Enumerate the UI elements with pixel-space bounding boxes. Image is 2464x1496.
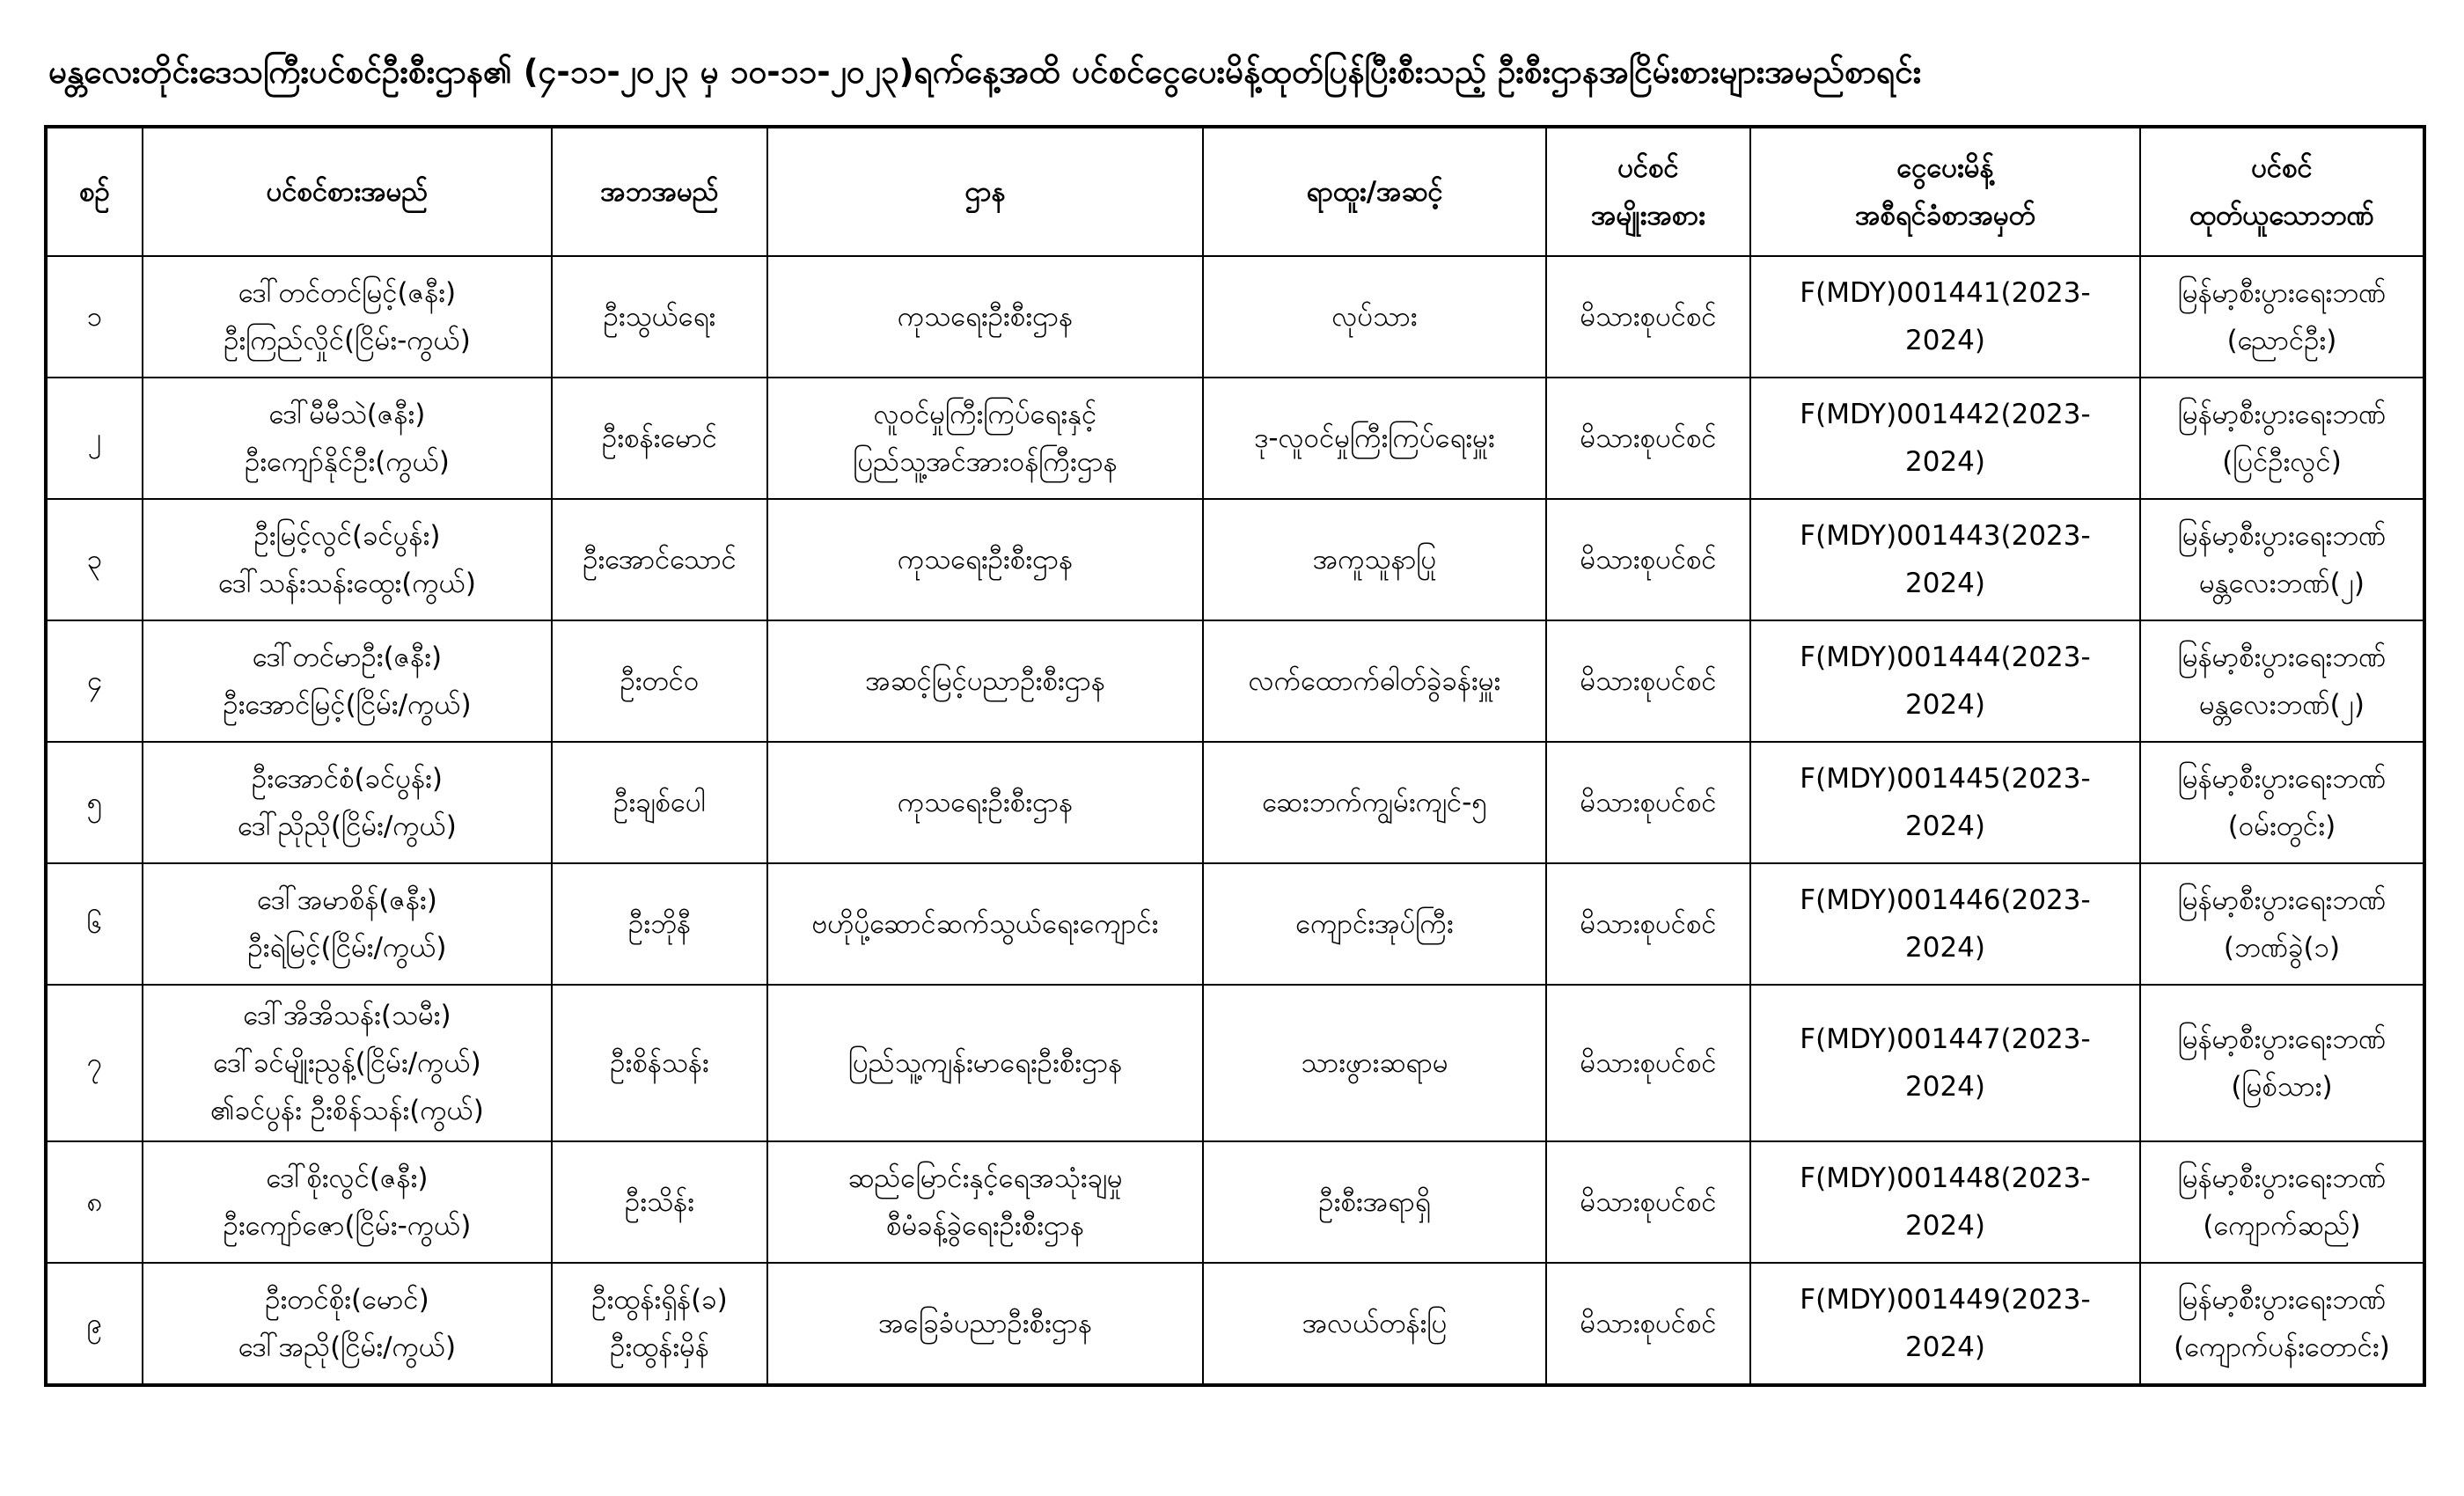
bank-line: မန္တလေးဘဏ်(၂) <box>2199 689 2365 721</box>
order-no-cell: F(MDY)001443(2023-2024) <box>1750 499 2140 620</box>
header-line: ထုတ်ယူသောဘဏ် <box>2189 200 2374 231</box>
name-line: ဦးကျော်ဇော(ငြိမ်း-ကွယ်) <box>223 1210 472 1242</box>
serial-no-cell: ၃ <box>46 499 143 620</box>
bank-line: မြန်မာ့စီးပွားရေးဘဏ် <box>2177 1284 2387 1316</box>
pensioner-name-cell <box>143 620 552 742</box>
position-line: ကျောင်းအုပ်ကြီး <box>1295 908 1454 940</box>
position-cell <box>1203 863 1546 985</box>
order-no-cell: F(MDY)001441(2023-2024) <box>1750 256 2140 378</box>
header-line: ငွေပေးမိန့် <box>1896 152 1994 184</box>
name-line: ဦးအောင်မြင့်(ငြိမ်း/ကွယ်) <box>223 689 472 721</box>
pension-type-cell: မိသားစုပင်စင် <box>1546 742 1750 863</box>
department-cell <box>767 1141 1203 1263</box>
header-pensioner-name <box>143 127 552 256</box>
name-line: ဒေါ်သန်းသန်းထွေး(ကွယ်) <box>218 568 476 599</box>
pension-type-cell: မိသားစုပင်စင် <box>1546 1141 1750 1263</box>
bank-cell <box>2140 378 2424 499</box>
bank-line: မြန်မာ့စီးပွားရေးဘဏ် <box>2177 763 2387 795</box>
position-line: လုပ်သား <box>1331 301 1418 333</box>
position-cell <box>1203 1263 1546 1385</box>
department-cell <box>767 499 1203 620</box>
father-line: ဦးထွန်းမှိန် <box>610 1331 709 1363</box>
name-line: ဒေါ်စိုးလွင်(ဇနီး) <box>266 1162 429 1194</box>
header-line: ပင်စင် <box>2251 152 2313 184</box>
order-no-cell: F(MDY)001447(2023-2024) <box>1750 985 2140 1141</box>
department-line: ပြည်သူ့ကျန်းမာရေးဦးစီးဌာန <box>847 1047 1123 1079</box>
bank-line: (ကျောက်ပန်းတောင်း) <box>2174 1331 2390 1363</box>
name-line: ဦးကြည်လှိုင်(ငြိမ်း-ကွယ်) <box>224 325 471 356</box>
bank-line: မြန်မာ့စီးပွားရေးဘဏ် <box>2177 1162 2387 1194</box>
order-no-cell: F(MDY)001444(2023-2024) <box>1750 620 2140 742</box>
bank-line: မြန်မာ့စီးပွားရေးဘဏ် <box>2177 642 2387 673</box>
name-line: ဦးမြင့်လွင်(ခင်ပွန်း) <box>253 520 441 552</box>
position-line: ဒု-လူဝင်မှုကြီးကြပ်ရေးမှူး <box>1254 422 1495 454</box>
table-header-row <box>46 127 2424 256</box>
name-line: ဦးအောင်စံ(ခင်ပွန်း) <box>252 763 443 795</box>
position-line: လက်ထောက်ဓါတ်ခွဲခန်းမှူး <box>1248 665 1501 697</box>
pensioner-name-cell <box>143 985 552 1141</box>
position-line: အကူသူနာပြု <box>1312 544 1437 576</box>
father-line: ဦးစန်းမောင် <box>602 422 717 454</box>
header-line: ပင်စင်စားအမည် <box>266 176 429 208</box>
father-name-cell <box>552 742 767 863</box>
position-cell <box>1203 620 1546 742</box>
bank-line: (မြစ်သား) <box>2231 1071 2333 1103</box>
pension-type-cell: မိသားစုပင်စင် <box>1546 863 1750 985</box>
header-line: ရာထူး/အဆင့် <box>1306 176 1443 208</box>
name-line: ဦးကျော်နိုင်ဦး(ကွယ်) <box>245 446 450 478</box>
serial-no-cell: ၇ <box>46 985 143 1141</box>
father-name-cell <box>552 499 767 620</box>
position-line: သားဖွားဆရာမ <box>1301 1047 1448 1079</box>
bank-line: (ဝမ်းတွင်း) <box>2227 810 2336 842</box>
father-name-cell <box>552 1141 767 1263</box>
name-line: ဒေါ်မီမီသဲ(ဇနီး) <box>268 399 426 430</box>
department-cell <box>767 1263 1203 1385</box>
pension-type-cell: မိသားစုပင်စင် <box>1546 1263 1750 1385</box>
bank-line: (ညောင်ဦး) <box>2226 325 2337 356</box>
bank-cell <box>2140 863 2424 985</box>
bank-line: (ဘဏ်ခွဲ(၁) <box>2223 932 2341 964</box>
bank-cell <box>2140 499 2424 620</box>
order-no-cell: F(MDY)001448(2023-2024) <box>1750 1141 2140 1263</box>
bank-line: မြန်မာ့စီးပွားရေးဘဏ် <box>2177 884 2387 916</box>
department-cell <box>767 742 1203 863</box>
pensioner-table <box>44 125 2426 1387</box>
header-order-no <box>1750 127 2140 256</box>
father-name-cell <box>552 256 767 378</box>
table-row <box>46 378 2424 499</box>
department-line: အဆင့်မြင့်ပညာဦးစီးဌာန <box>865 665 1105 697</box>
department-cell <box>767 620 1203 742</box>
department-line: ကုသရေးဦးစီးဌာန <box>897 301 1074 333</box>
position-cell <box>1203 985 1546 1141</box>
father-line: ဦးစိန်သန်း <box>610 1047 709 1079</box>
serial-no-cell: ၄ <box>46 620 143 742</box>
department-cell <box>767 256 1203 378</box>
header-line: အဘအမည် <box>600 176 719 208</box>
department-line: ကုသရေးဦးစီးဌာန <box>897 787 1074 818</box>
position-cell <box>1203 499 1546 620</box>
header-position <box>1203 127 1546 256</box>
pensioner-name-cell <box>143 863 552 985</box>
pensioner-name-cell <box>143 499 552 620</box>
bank-line: မန္တလေးဘဏ်(၂) <box>2199 568 2365 599</box>
pensioner-name-cell <box>143 742 552 863</box>
table-row <box>46 863 2424 985</box>
order-no-cell: F(MDY)001446(2023-2024) <box>1750 863 2140 985</box>
pension-type-cell: မိသားစုပင်စင် <box>1546 620 1750 742</box>
serial-no-cell: ၁ <box>46 256 143 378</box>
bank-cell <box>2140 985 2424 1141</box>
pensioner-name-cell <box>143 378 552 499</box>
page-title: မန္တလေးတိုင်းဒေသကြီးပင်စင်ဦးစီးဌာန၏ (၄-၁၁-၂၀၂၃ မှ ၁၀-၁၁-၂၀၂၃)ရက်နေ့အထိ ပင်စင်ငွေပေးမိန့်ထုတ်ပြန်ပြီးစီးသည့် ဦးစီးဌာနအငြိမ်းစားများအမည်စာရင်း <box>48 53 1922 91</box>
name-line: ဒေါ်အိအိသန်း(သမီး) <box>243 1000 451 1031</box>
pensioner-name-cell <box>143 256 552 378</box>
position-cell <box>1203 742 1546 863</box>
position-line: ဆေးဘက်ကျွမ်းကျင်-၅ <box>1262 787 1487 818</box>
father-name-cell <box>552 863 767 985</box>
department-line: အခြေခံပညာဦးစီးဌာန <box>878 1308 1092 1339</box>
order-no-cell: F(MDY)001445(2023-2024) <box>1750 742 2140 863</box>
order-no-cell: F(MDY)001449(2023-2024) <box>1750 1263 2140 1385</box>
bank-line: မြန်မာ့စီးပွားရေးဘဏ် <box>2177 520 2387 552</box>
serial-no-cell: ၈ <box>46 1141 143 1263</box>
department-line: ကုသရေးဦးစီးဌာန <box>897 544 1074 576</box>
department-cell <box>767 378 1203 499</box>
header-bank <box>2140 127 2424 256</box>
father-line: ဦးဘိုနီ <box>628 908 691 940</box>
bank-cell <box>2140 620 2424 742</box>
table-row <box>46 256 2424 378</box>
name-line: ဒေါ်ခင်မျိုးညွန့်(ငြိမ်း/ကွယ်) <box>213 1047 481 1079</box>
name-line: ဦးရဲမြင့်(ငြိမ်း/ကွယ်) <box>247 932 447 964</box>
table-row <box>46 499 2424 620</box>
bank-line: (ပြင်ဦးလွင်) <box>2222 446 2342 478</box>
header-serial-no <box>46 127 143 256</box>
position-cell <box>1203 256 1546 378</box>
father-name-cell <box>552 985 767 1141</box>
serial-no-cell: ၉ <box>46 1263 143 1385</box>
name-line: ဦးတင်စိုး(မောင်) <box>265 1284 429 1316</box>
department-line: ဆည်မြောင်းနှင့်ရေအသုံးချမှု <box>847 1162 1123 1194</box>
table-row <box>46 1263 2424 1385</box>
bank-line: (ကျောက်ဆည်) <box>2203 1210 2361 1242</box>
pensioner-name-cell <box>143 1141 552 1263</box>
serial-no-cell: ၆ <box>46 863 143 985</box>
department-cell <box>767 985 1203 1141</box>
table-row <box>46 985 2424 1141</box>
pension-type-cell: မိသားစုပင်စင် <box>1546 499 1750 620</box>
table-row <box>46 620 2424 742</box>
department-line: လူဝင်မှုကြီးကြပ်ရေးနှင့် <box>873 399 1097 430</box>
name-line: ဒေါ်အမာစိန်(ဇနီး) <box>257 884 437 916</box>
header-pension-type <box>1546 127 1750 256</box>
serial-no-cell: ၅ <box>46 742 143 863</box>
name-line: ဒေါ်တင်တင်မြင့်(ဇနီး) <box>238 277 457 309</box>
pension-type-cell: မိသားစုပင်စင် <box>1546 256 1750 378</box>
position-cell <box>1203 378 1546 499</box>
father-line: ဦးထွန်းရှိန်(ခ) <box>591 1284 728 1316</box>
father-line: ဦးသွယ်ရေး <box>603 301 716 333</box>
name-line: ဒေါ်တင်မာဦး(ဇနီး) <box>252 642 443 673</box>
bank-cell <box>2140 1263 2424 1385</box>
order-no-cell: F(MDY)001442(2023-2024) <box>1750 378 2140 499</box>
father-line: ဦးအောင်သောင် <box>583 544 737 576</box>
header-department <box>767 127 1203 256</box>
department-line: ဗဟိုပို့ဆောင်ဆက်သွယ်ရေးကျောင်း <box>811 908 1159 940</box>
table-row <box>46 742 2424 863</box>
father-name-cell <box>552 620 767 742</box>
bank-cell <box>2140 1141 2424 1263</box>
department-line: ပြည်သူ့အင်အားဝန်ကြီးဌာန <box>853 446 1118 478</box>
name-line: ၏ခင်ပွန်း ဦးစိန်သန်း(ကွယ်) <box>210 1095 484 1126</box>
serial-no-cell: ၂ <box>46 378 143 499</box>
name-line: ဒေါ်အညို(ငြိမ်း/ကွယ်) <box>238 1331 457 1363</box>
position-line: ဦးစီးအရာရှိ <box>1318 1186 1431 1218</box>
header-line: စဉ် <box>79 176 110 208</box>
header-line: အစီရင်ခံစာအမှတ် <box>1855 200 2035 231</box>
father-line: ဦးတင်ဝ <box>620 665 700 697</box>
department-line: စီမံခန့်ခွဲရေးဦးစီးဌာန <box>886 1210 1084 1242</box>
father-name-cell <box>552 378 767 499</box>
father-name-cell <box>552 1263 767 1385</box>
header-father-name <box>552 127 767 256</box>
pension-type-cell: မိသားစုပင်စင် <box>1546 985 1750 1141</box>
bank-line: မြန်မာ့စီးပွားရေးဘဏ် <box>2177 399 2387 430</box>
bank-cell <box>2140 256 2424 378</box>
table-row <box>46 1141 2424 1263</box>
header-line: ပင်စင် <box>1617 152 1679 184</box>
bank-cell <box>2140 742 2424 863</box>
position-cell <box>1203 1141 1546 1263</box>
bank-line: မြန်မာ့စီးပွားရေးဘဏ် <box>2177 1023 2387 1055</box>
father-line: ဦးသိန်း <box>625 1186 694 1218</box>
position-line: အလယ်တန်းပြ <box>1302 1308 1448 1339</box>
pension-type-cell: မိသားစုပင်စင် <box>1546 378 1750 499</box>
department-cell <box>767 863 1203 985</box>
pensioner-name-cell <box>143 1263 552 1385</box>
header-line: ဌာန <box>964 176 1006 208</box>
header-line: အမျိုးအစား <box>1591 200 1705 231</box>
name-line: ဒေါ်ညိုညို(ငြိမ်း/ကွယ်) <box>238 810 457 842</box>
father-line: ဦးချစ်ပေါ <box>613 787 706 818</box>
bank-line: မြန်မာ့စီးပွားရေးဘဏ် <box>2177 277 2387 309</box>
